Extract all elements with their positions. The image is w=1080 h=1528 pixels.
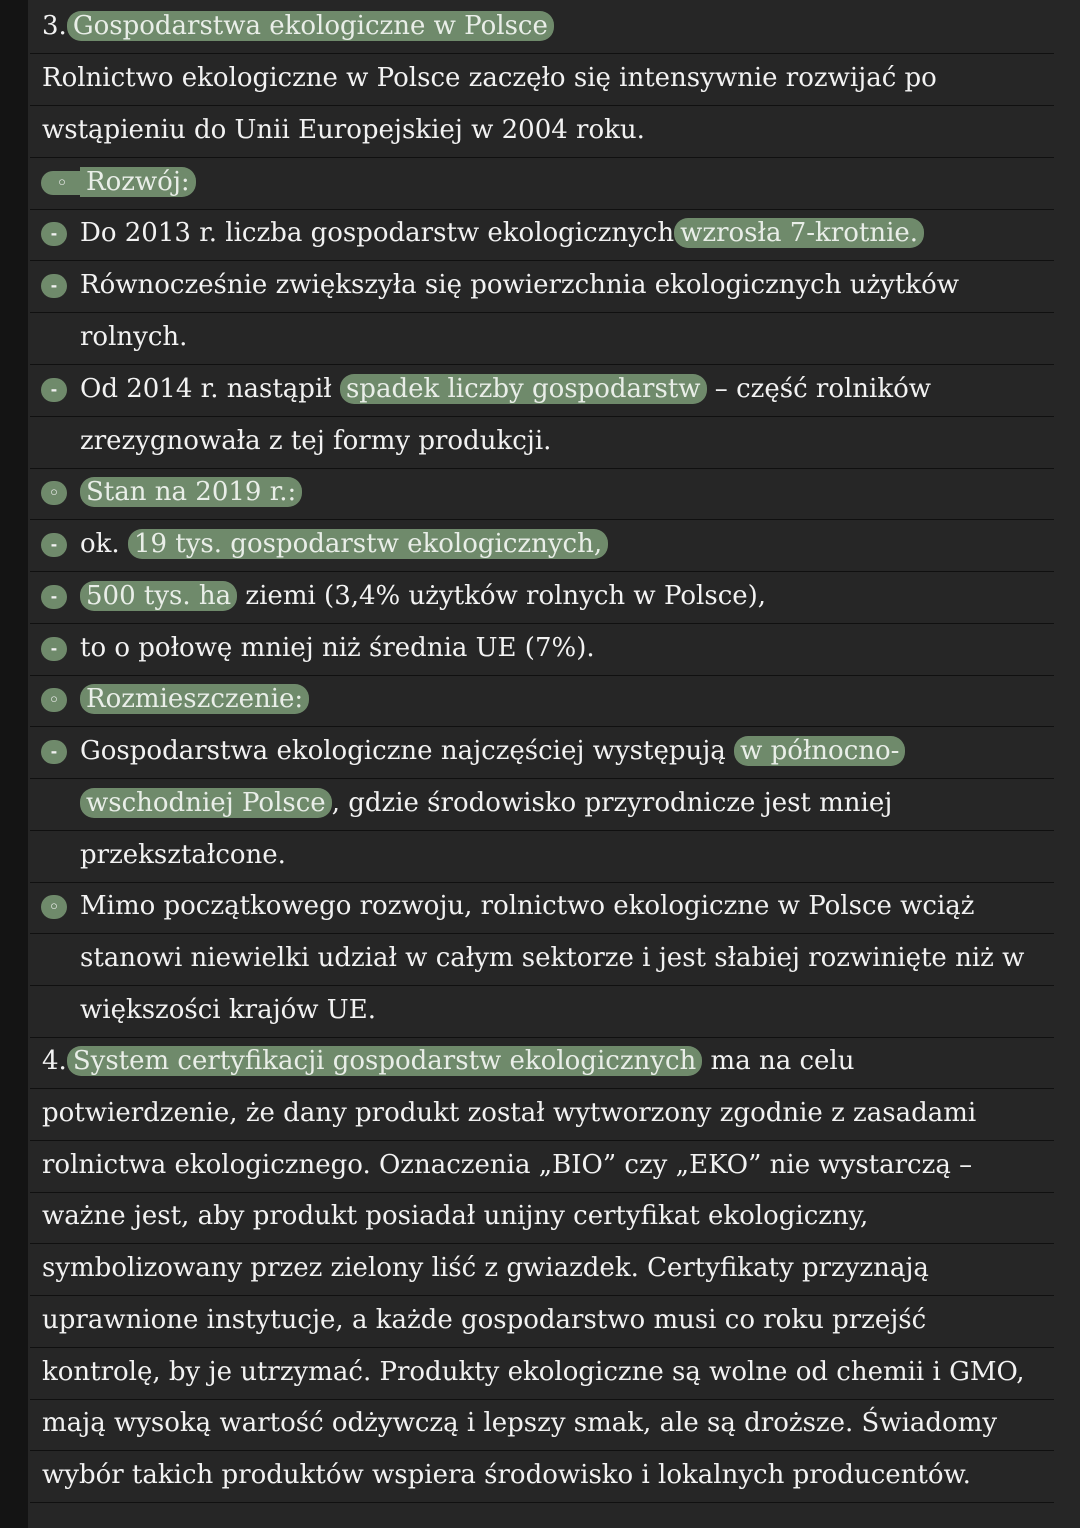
dash-bullet-icon <box>41 222 67 246</box>
text-line <box>30 1400 1054 1451</box>
text-line <box>30 1245 1054 1296</box>
paragraph-text: potwierdzenie, że dany produkt został wytworzony zgodnie z zasadami <box>42 1098 977 1128</box>
highlight: spadek liczby gospodarstw <box>340 374 707 404</box>
bullet-text: ziemi (3,4% użytków rolnych w Polsce), <box>237 581 767 611</box>
circle-bullet-icon <box>41 895 67 919</box>
paragraph-text: rolnictwa ekologicznego. Oznaczenia „BIO” czy „EKO” nie wystarczą – <box>42 1150 973 1180</box>
highlight: w północno- <box>734 736 905 766</box>
subheading-line <box>30 159 1054 210</box>
section-3-heading-line <box>30 3 1054 54</box>
summary-text: stanowi niewielki udział w całym sektorze i jest słabiej rozwinięte niż w <box>80 943 1025 973</box>
bullet-line <box>30 262 1054 313</box>
highlight: 500 tys. ha <box>80 581 237 611</box>
dash-bullet-icon <box>41 533 67 557</box>
paragraph-text: wybór takich produktów wspiera środowisko i lokalnych producentów. <box>42 1460 971 1490</box>
summary-text: większości krajów UE. <box>80 995 376 1025</box>
paragraph-text: ma na celu <box>702 1046 855 1076</box>
section-4-heading: System certyfikacji gospodarstw ekologicznych <box>67 1046 702 1076</box>
dash-bullet-icon <box>41 274 67 298</box>
section-number: 3. <box>42 11 67 41</box>
dash-bullet-icon <box>41 378 67 402</box>
subheading-rozmieszczenie: Rozmieszczenie: <box>80 684 309 714</box>
intro-text: wstąpieniu do Unii Europejskiej w 2004 roku. <box>42 115 645 145</box>
text-line <box>30 55 1054 106</box>
subheading-rozwoj: Rozwój: <box>80 167 196 197</box>
bullet-line <box>30 728 1054 779</box>
section-number: 4. <box>42 1046 67 1076</box>
bullet-text: Do 2013 r. liczba gospodarstw ekologicznych <box>80 218 675 248</box>
bullet-text: , gdzie środowisko przyrodnicze jest mniej <box>331 788 893 818</box>
bullet-text: to o połowę mniej niż średnia UE (7%). <box>80 633 595 663</box>
dash-bullet-icon <box>41 637 67 661</box>
text-line <box>30 987 1054 1038</box>
circle-bullet-icon <box>41 481 67 505</box>
dash-bullet-icon <box>41 585 67 609</box>
paragraph-text: uprawnione instytucje, a każde gospodarstwo musi co roku przejść <box>42 1305 927 1335</box>
bullet-text: przekształcone. <box>80 840 286 870</box>
circle-bullet-icon <box>41 171 83 195</box>
bullet-line <box>30 573 1054 624</box>
bullet-text: Równocześnie zwiększyła się powierzchnia ekologicznych użytków <box>80 270 959 300</box>
text-line <box>30 832 1054 883</box>
highlight: wschodniej Polsce <box>80 788 332 818</box>
bullet-text: zrezygnowała z tej formy produkcji. <box>80 426 552 456</box>
text-line <box>30 1349 1054 1400</box>
highlight: 19 tys. gospodarstw ekologicznych, <box>128 529 608 559</box>
bullet-text: – część rolników <box>706 374 932 404</box>
section-3-heading: Gospodarstwa ekologiczne w Polsce <box>67 11 554 41</box>
text-line <box>30 1452 1054 1503</box>
subheading-line <box>30 676 1054 727</box>
text-line <box>30 935 1054 986</box>
subheading-stan: Stan na 2019 r.: <box>80 477 302 507</box>
text-line <box>30 1193 1054 1244</box>
text-line <box>30 314 1054 365</box>
section-4-heading-line <box>30 1038 1054 1089</box>
paragraph-text: symbolizowany przez zielony liść z gwiazdek. Certyfikaty przyznają <box>42 1253 929 1283</box>
text-line <box>30 107 1054 158</box>
paragraph-text: mają wysoką wartość odżywczą i lepszy smak, ale są droższe. Świadomy <box>42 1408 998 1438</box>
dash-bullet-icon <box>41 740 67 764</box>
bullet-line <box>30 625 1054 676</box>
subheading-line <box>30 469 1054 520</box>
paragraph-text: ważne jest, aby produkt posiadał unijny certyfikat ekologiczny, <box>42 1201 869 1231</box>
bullet-line <box>30 883 1054 934</box>
bullet-line <box>30 210 1054 261</box>
notes-page <box>28 0 1080 1528</box>
bullet-text: Od 2014 r. nastąpił <box>80 374 332 404</box>
bullet-text: rolnych. <box>80 322 188 352</box>
text-line <box>30 1090 1054 1141</box>
summary-text: Mimo początkowego rozwoju, rolnictwo ekologiczne w Polsce wciąż <box>80 891 975 921</box>
circle-bullet-icon <box>41 688 67 712</box>
text-line <box>30 1297 1054 1348</box>
text-line <box>30 418 1054 469</box>
intro-text: Rolnictwo ekologiczne w Polsce zaczęło się intensywnie rozwijać po <box>42 63 937 93</box>
bullet-text: Gospodarstwa ekologiczne najczęściej występują <box>80 736 735 766</box>
bullet-text: ok. <box>80 529 128 559</box>
bullet-line <box>30 521 1054 572</box>
bullet-line <box>30 366 1054 417</box>
text-line <box>30 1142 1054 1193</box>
highlight: wzrosła 7-krotnie. <box>674 218 924 248</box>
text-line <box>30 780 1054 831</box>
paragraph-text: kontrolę, by je utrzymać. Produkty ekologiczne są wolne od chemii i GMO, <box>42 1357 1025 1387</box>
